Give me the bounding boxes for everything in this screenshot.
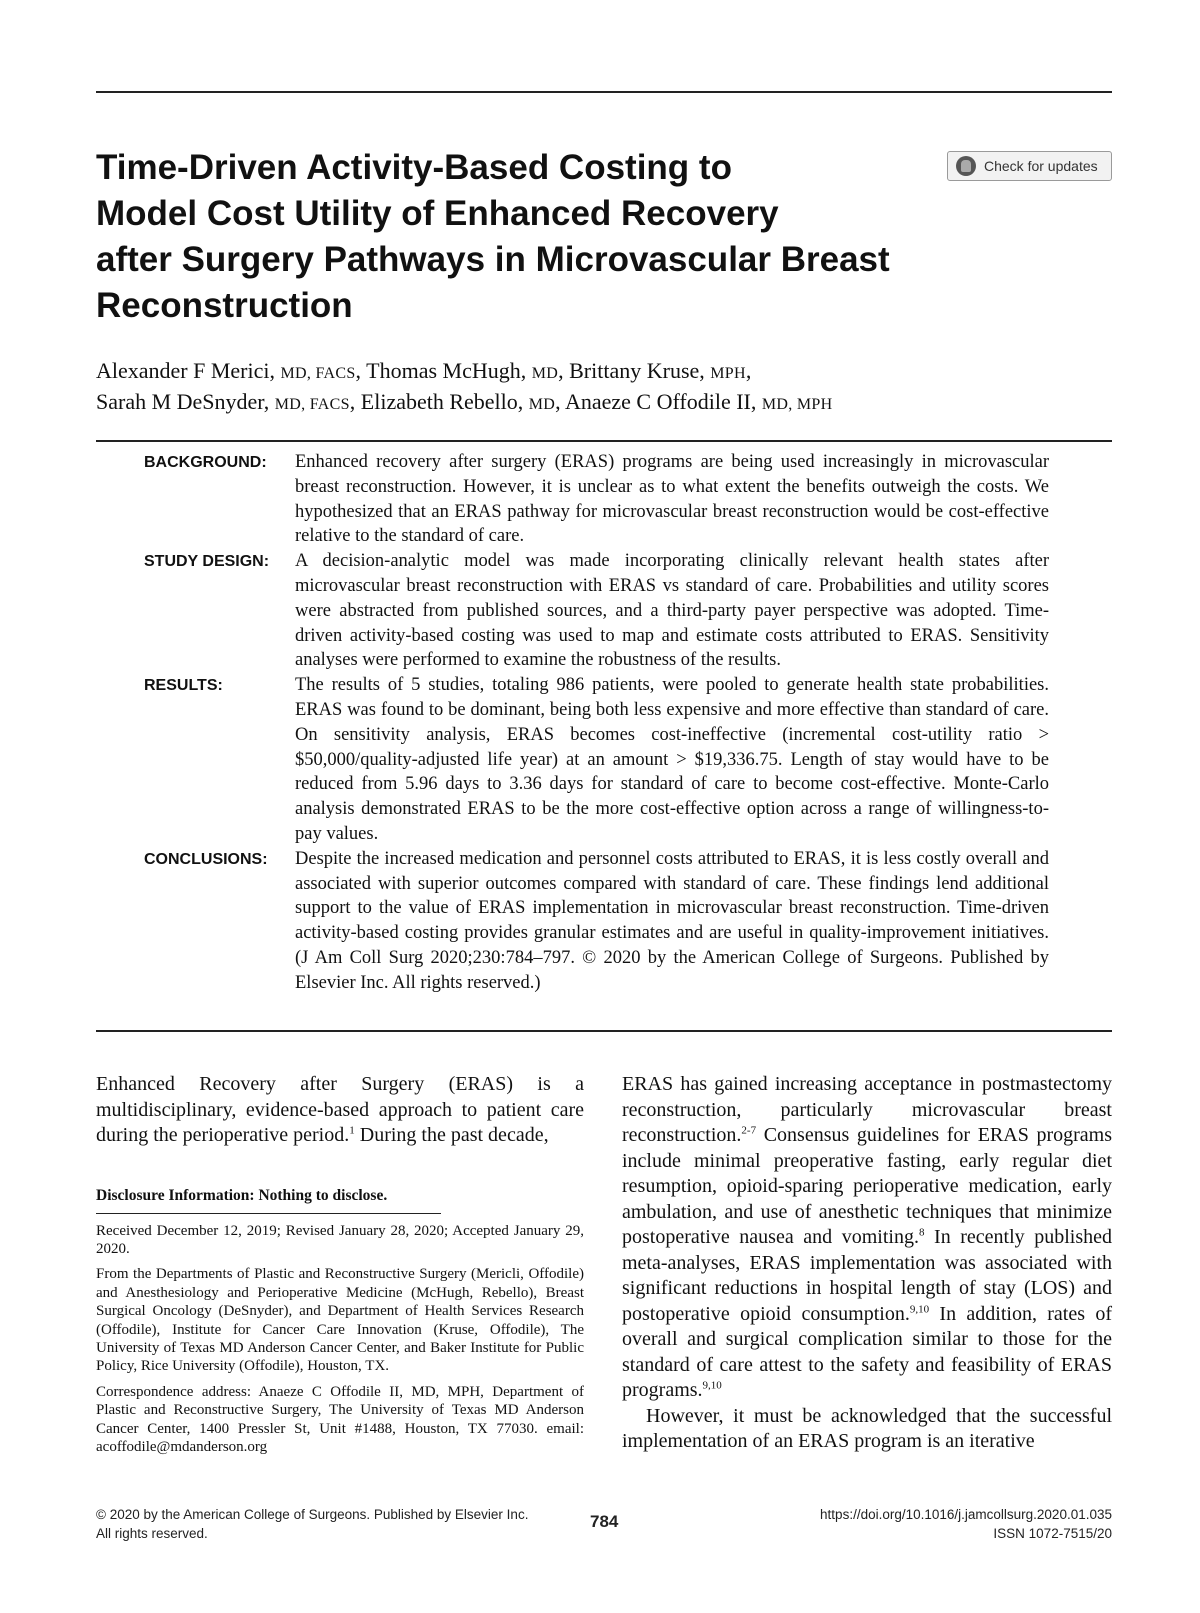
body-text-run: Consensus guidelines for ERAS programs include minimal preoperative fasting, early regular diet resumption, opioid-sparing perioperative medication, early ambulation, and use of anesthetic techniques that minimize postoperative nausea and vomiting.	[622, 1124, 1112, 1248]
abstract-label: CONCLUSIONS:	[144, 850, 268, 868]
reference-link[interactable]: 9,10	[909, 1302, 930, 1315]
top-rule	[96, 91, 1112, 93]
copyright-text: © 2020 by the American College of Surgeons. Published by Elsevier Inc.	[96, 1507, 529, 1522]
abstract-label: STUDY DESIGN:	[144, 553, 270, 571]
author-name: Brittany Kruse	[569, 358, 700, 383]
author-name: Sarah M DeSnyder	[96, 389, 264, 414]
body-text-run: In addition, rates of overall and surgical complication similar to those for the standard of care attest to the safety and feasibility of ERAS programs.	[622, 1302, 1113, 1401]
author-name: Anaeze C Offodile II	[564, 389, 751, 414]
doi-link[interactable]: https://doi.org/10.1016/j.jamcollsurg.2020.01.035	[820, 1507, 1112, 1522]
page-footer	[96, 1505, 1112, 1549]
abstract-conclusions	[96, 847, 1112, 996]
author-degrees: MD	[531, 365, 559, 382]
reference-link[interactable]: 9,10	[702, 1379, 722, 1392]
abstract-text: Enhanced recovery after surgery (ERAS) programs are being used increasingly in microvascular breast reconstruction. However, it is unclear as to what extent the benefits outweigh the costs. We hypothesized that an ERAS pathway for microvascular breast reconstruction would be cost-effective relative to the standard of care.	[295, 452, 1049, 547]
body-paragraph	[622, 1072, 1112, 1404]
author-name: Elizabeth Rebello	[360, 389, 518, 414]
author-name: Alexander F Merici	[96, 358, 270, 383]
abstract-label: RESULTS:	[144, 677, 223, 695]
abstract-results	[96, 673, 1112, 847]
author-line-1: Alexander F Merici, MD, FACS, Thomas McHugh, MD, Brittany Kruse, MPH,	[96, 358, 752, 383]
abstract-text: The results of 5 studies, totaling 986 patients, were pooled to generate health state probabilities. ERAS was found to be dominant, being both less expensive and more effective than standard of care. On sensitivity analysis, ERAS becomes cost-ineffective (incremental cost-utility ratio > $50,000/quality-adjusted life year) at an amount > $19,336.75. Length of stay would have to be reduced from 5.96 days to 3.36 days for standard of care to become cost-effective. Monte-Carlo analysis demonstrated ERAS to be the more cost-effective option across a range of willingness-to-pay values.	[295, 675, 1049, 844]
reference-link[interactable]: 2-7	[741, 1124, 757, 1137]
check-for-updates-button[interactable]	[947, 151, 1112, 181]
right-column	[622, 1072, 1112, 1455]
abstract-text: A decision-analytic model was made incorporating clinically relevant health states after microvascular breast reconstruction with ERAS vs standard of care. Probabilities and utility scores were abstracted from published sources, and a third-party payer perspective was adopted. Time-driven activity-based costing was used to map and estimate costs attributed to ERAS. Sensitivity analyses were performed to examine the robustness of the results.	[295, 551, 1049, 671]
author-degrees: MD, FACS	[274, 396, 350, 413]
abstract-bottom-rule	[96, 1030, 1112, 1032]
affiliation-note: From the Departments of Plastic and Reconstructive Surgery (Mericli, Offodile) and Anesthesiology and Perioperative Medicine (McHugh, Rebello), Breast Surgical Oncology (DeSnyder), and Department of Health Services Research (Offodile), Institute for Cancer Care Innovation (Kruse, Offodile), The University of Texas MD Anderson Cancer Center, and Baker Institute for Public Policy, Rice University (Offodile), Houston, TX.	[96, 1266, 584, 1375]
left-column	[96, 1072, 584, 1463]
body-text-run: During the past decade,	[354, 1124, 549, 1146]
footnote-rule	[96, 1213, 441, 1214]
abstract-background	[96, 450, 1112, 549]
crossmark-icon	[956, 156, 976, 176]
footer-left	[96, 1505, 528, 1543]
abstract	[96, 450, 1112, 996]
title-line: Reconstruction	[96, 286, 353, 325]
body-text-run: ERAS has gained increasing acceptance in postmastectomy reconstruction, particularly microvascular breast reconstruction.	[622, 1073, 1112, 1146]
author-list	[96, 357, 1106, 419]
reference-link[interactable]: 8	[918, 1226, 925, 1239]
disclosure-note: Disclosure Information: Nothing to disclose.	[96, 1186, 388, 1204]
title-line: Time-Driven Activity-Based Costing to	[96, 148, 732, 187]
issn-text: ISSN 1072-7515/20	[993, 1526, 1112, 1541]
rights-text: All rights reserved.	[96, 1526, 208, 1541]
title-line: Model Cost Utility of Enhanced Recovery	[96, 194, 779, 233]
abstract-study-design	[96, 549, 1112, 673]
article-title	[96, 145, 996, 329]
body-paragraph	[96, 1072, 584, 1149]
received-note: Received December 12, 2019; Revised January 28, 2020; Accepted January 29, 2020.	[96, 1222, 584, 1257]
author-degrees: MD, MPH	[761, 396, 833, 413]
author-degrees: MD	[528, 396, 556, 413]
title-line: after Surgery Pathways in Microvascular Breast	[96, 240, 890, 279]
check-for-updates-label: Check for updates	[984, 158, 1098, 174]
author-name: Thomas McHugh	[366, 358, 521, 383]
author-line-2: Sarah M DeSnyder, MD, FACS, Elizabeth Rebello, MD, Anaeze C Offodile II, MD, MPH	[96, 389, 833, 414]
correspondence-note: Correspondence address: Anaeze C Offodile II, MD, MPH, Department of Plastic and Reconstructive Surgery, The University of Texas MD Anderson Cancer Center, 1400 Pressler St, Unit #1488, Houston, TX 77030. email: acoffodile@mdanderson.org	[96, 1383, 584, 1455]
body-paragraph: However, it must be acknowledged that the successful implementation of an ERAS program is an iterative	[622, 1404, 1112, 1452]
reference-link[interactable]: 1	[349, 1124, 355, 1137]
abstract-label: BACKGROUND:	[144, 454, 267, 471]
body-text-run: In recently published meta-analyses, ERAS implementation was associated with significant reductions in hospital length of stay (LOS) and postoperative opioid consumption.	[622, 1226, 1113, 1325]
body-text-run: Enhanced Recovery after Surgery (ERAS) is a multidisciplinary, evidence-based approach to patient care during the perioperative period.	[96, 1073, 584, 1146]
abstract-text: Despite the increased medication and personnel costs attributed to ERAS, it is less costly overall and associated with superior outcomes compared with standard of care. These findings lend additional support to the value of ERAS implementation in microvascular breast reconstruction. Time-driven activity-based costing provides granular estimates and are useful in quality-improvement initiatives. (J Am Coll Surg 2020;230:784–797. © 2020 by the American College of Surgeons. Published by Elsevier Inc. All rights reserved.)	[295, 848, 1049, 993]
page-number: 784	[590, 1512, 619, 1531]
author-degrees: MPH	[710, 365, 746, 382]
abstract-top-rule	[96, 440, 1112, 442]
footer-right	[820, 1505, 1112, 1543]
author-degrees: MD, FACS	[280, 365, 356, 382]
